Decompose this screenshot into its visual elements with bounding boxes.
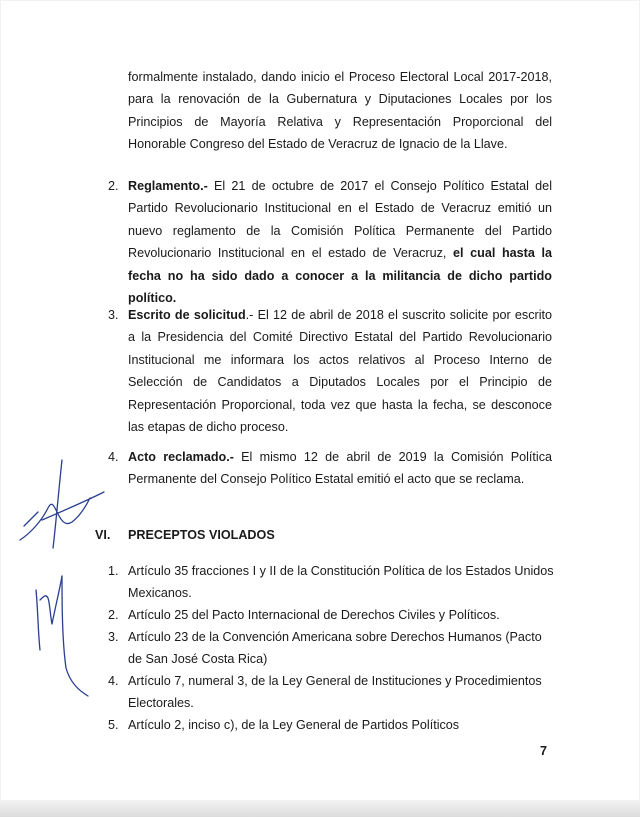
precept-number: 3. xyxy=(108,630,119,644)
section-number: VI. xyxy=(95,528,111,542)
precept-text: Artículo 25 del Pacto Internacional de Derechos Civiles y Políticos. xyxy=(128,608,500,622)
fact-4-text: El mismo 12 de abril de 2019 la Comisión Política Permanente del Consejo Político Estatal emitió el acto que se reclama. xyxy=(128,450,552,487)
precept-text: Artículo 2, inciso c), de la Ley General de Partidos Políticos xyxy=(128,718,460,732)
precept-text: Artículo 23 de la Convención Americana sobre Derechos Humanos (Pacto de San José Costa Rica) xyxy=(128,630,542,667)
precept-text: Artículo 35 fracciones I y II de la Constitución Política de los Estados Unidos Mexicanos. xyxy=(128,564,554,601)
fact-2-number: 2. xyxy=(108,179,119,193)
fact-2-bold-tail: el cual hasta la fecha no ha sido dado a conocer a la militancia de dicho partido político. xyxy=(128,246,552,306)
section-title: PRECEPTOS VIOLADOS xyxy=(128,528,275,542)
precept-number: 2. xyxy=(108,608,119,622)
precept-text: Artículo 7, numeral 3, de la Ley General de Instituciones y Procedimientos Electorales. xyxy=(128,674,542,711)
precept-number: 4. xyxy=(108,674,119,688)
fact-2-text: El 21 de octubre de 2017 el Consejo Político Estatal del Partido Revolucionario Institucional en el Estado de Veracruz emitió un nuevo reglamento de la Comisión Política Permanente del Partido Revolucionario Institucional en el estado de Veracruz, xyxy=(128,179,552,261)
fact-3-number: 3. xyxy=(108,308,119,322)
precept-number: 1. xyxy=(108,564,119,578)
page-number: 7 xyxy=(540,744,548,758)
fact-3-text: .- El 12 de abril de 2018 el suscrito solicite por escrito a la Presidencia del Comité Directivo Estatal del Partido Revolucionario Institucional me informara los actos relativos al Proceso Interno de Selección de Candidatos a Diputados Locales por el Principio de Representación Proporcional, toda vez que hasta la fecha, se desconoce las etapas de dicho proceso. xyxy=(128,308,552,435)
intro-paragraph-text: formalmente instalado, dando inicio el Proceso Electoral Local 2017-2018, para la renovación de la Gubernatura y Diputaciones Locales por los Principios de Mayoría Relativa y Representación Proporcional del Honorable Congreso del Estado de Veracruz de Ignacio de la Llave. xyxy=(128,70,552,152)
precept-number: 5. xyxy=(108,718,119,732)
fact-3-heading: Escrito de solicitud xyxy=(128,308,246,322)
scan-bottom-shadow xyxy=(0,800,640,817)
fact-2-heading: Reglamento.- xyxy=(128,179,208,193)
fact-4-number: 4. xyxy=(108,450,119,464)
signature-strokes xyxy=(20,460,104,696)
fact-4-heading: Acto reclamado.- xyxy=(128,450,234,464)
